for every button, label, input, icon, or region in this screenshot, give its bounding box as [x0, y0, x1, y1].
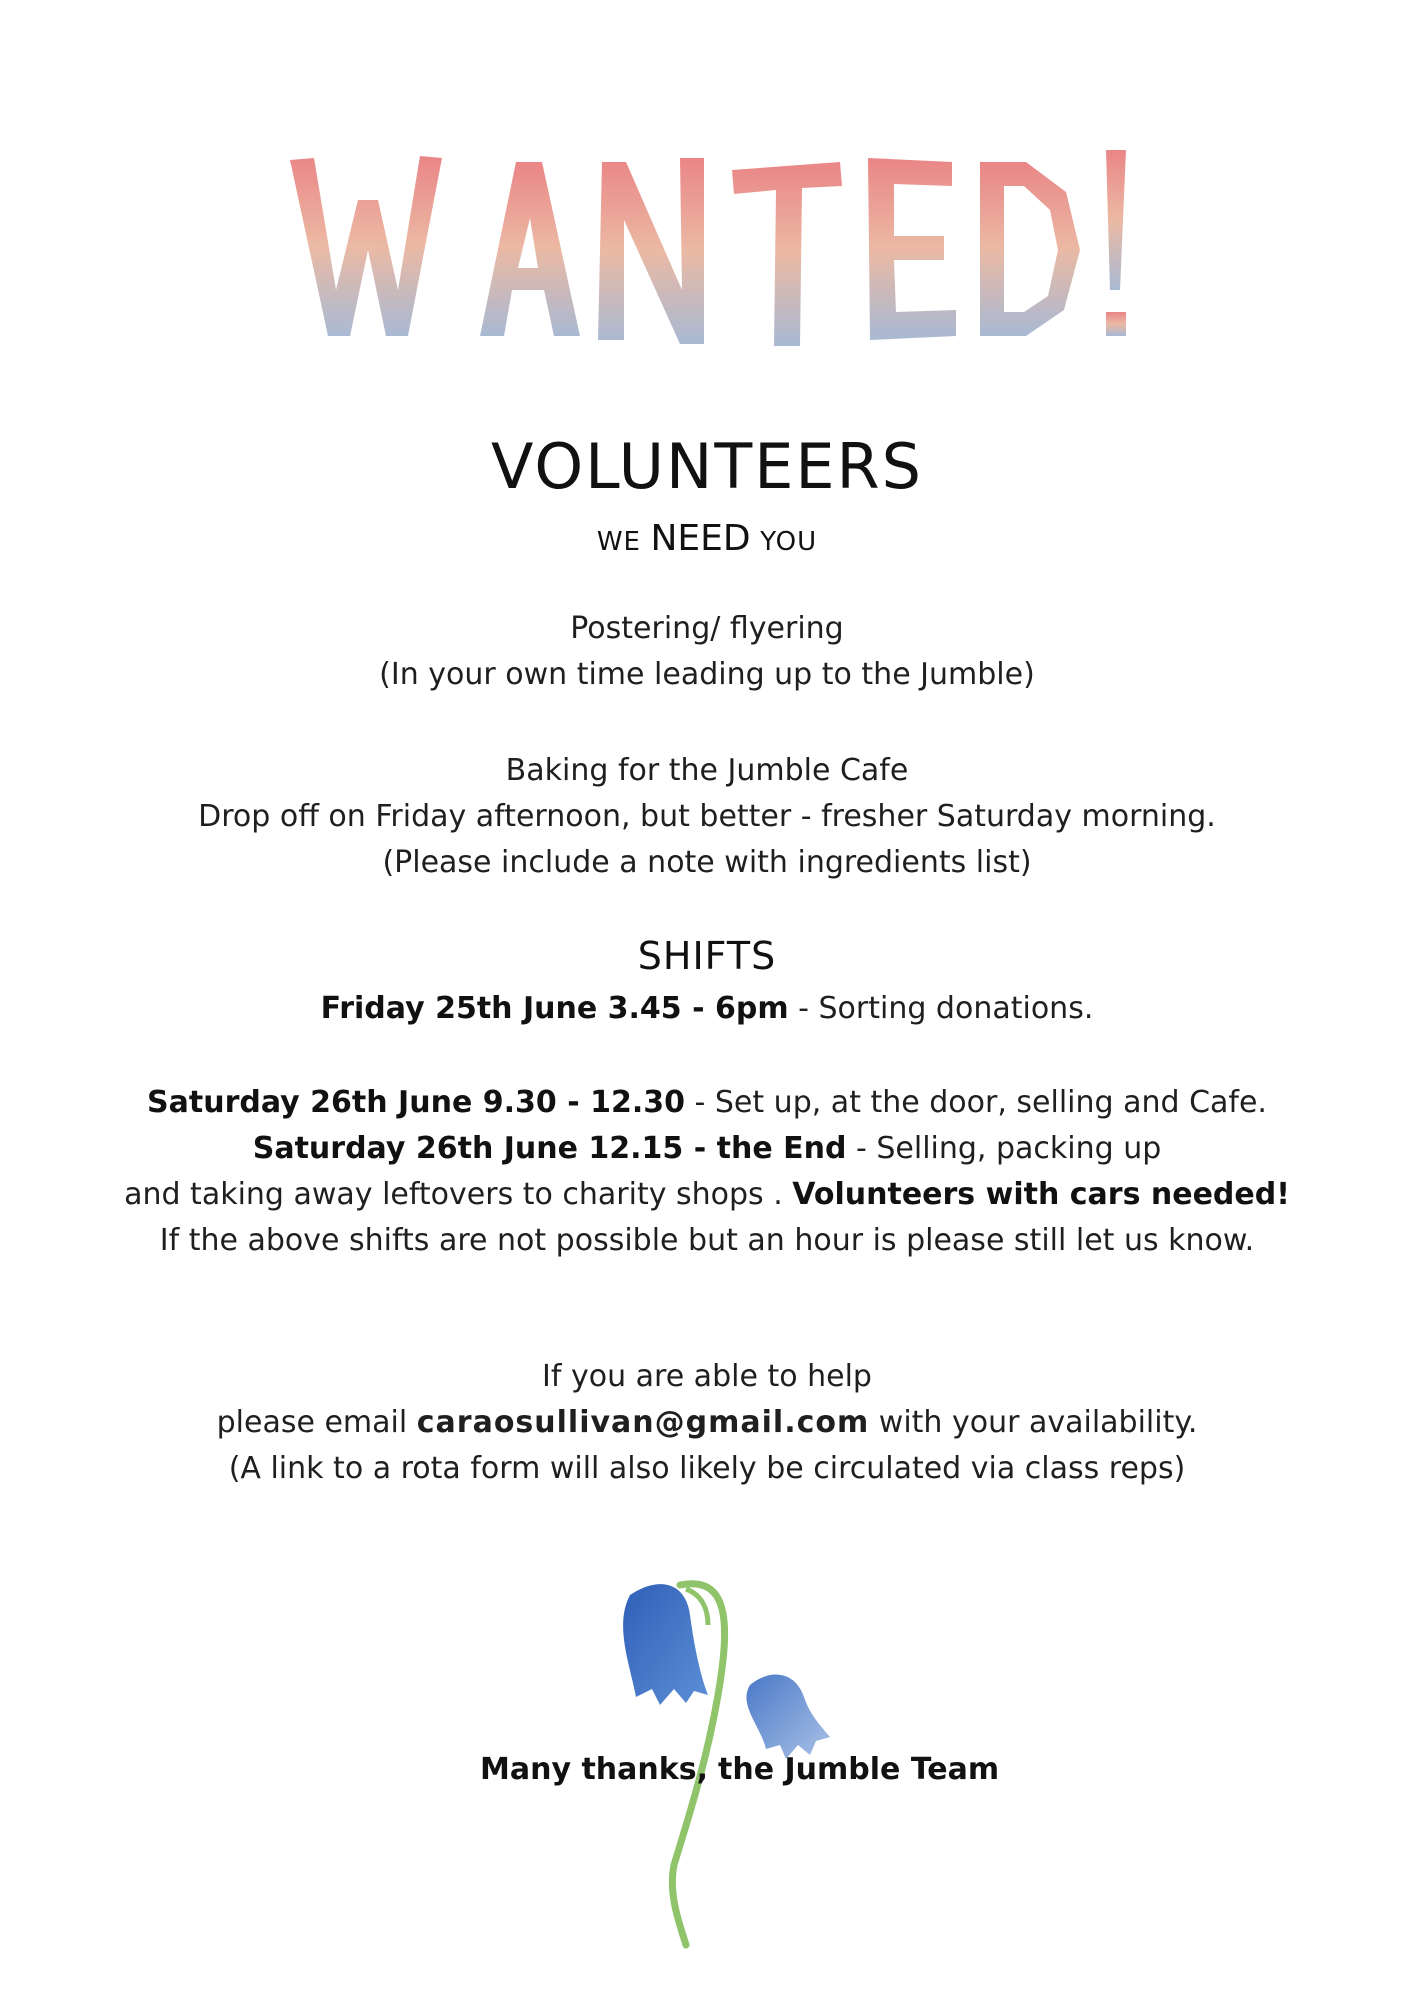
- baking-note: (Please include a note with ingredients list): [382, 845, 1032, 880]
- baking-dropoff: Drop off on Friday afternoon, but better - fresher Saturday morning.: [198, 799, 1216, 834]
- email-prefix: please email: [216, 1405, 417, 1440]
- team-text: the Jumble Team: [718, 1752, 1000, 1787]
- wanted-header-art: [280, 140, 1140, 360]
- shift-sat-afternoon: [0, 1126, 1414, 1172]
- shift-sat-morning-task: - Set up, at the door, selling and Cafe.: [684, 1085, 1267, 1120]
- leftovers-line: [0, 1172, 1414, 1218]
- postering-title: Postering/ flyering: [570, 611, 844, 646]
- cars-needed: Volunteers with cars needed!: [792, 1177, 1290, 1212]
- shift-sat-morning-time: Saturday 26th June 9.30 - 12.30: [147, 1085, 685, 1120]
- shift-sat-morning: [0, 1080, 1414, 1126]
- baking-title: Baking for the Jumble Cafe: [505, 753, 909, 788]
- hour-note: If the above shifts are not possible but an hour is please still let us know.: [159, 1223, 1255, 1258]
- email-line: [0, 1400, 1414, 1446]
- subtitle-you: YOU: [760, 527, 818, 557]
- email-link[interactable]: caraosullivan@gmail.com: [416, 1405, 870, 1440]
- subtitle-need: NEED: [650, 518, 751, 559]
- shift-friday: [0, 986, 1414, 1032]
- leftovers-text: and taking away leftovers to charity shops .: [124, 1177, 793, 1212]
- page-title: VOLUNTEERS: [491, 430, 923, 503]
- shift-friday-time: Friday 25th June 3.45 - 6pm: [320, 991, 789, 1026]
- shifts-heading: SHIFTS: [637, 934, 777, 978]
- shift-sat-afternoon-task: - Selling, packing up: [846, 1131, 1162, 1166]
- subtitle: [0, 518, 1414, 559]
- able-line: If you are able to help: [542, 1359, 872, 1394]
- rota-note: (A link to a rota form will also likely be circulated via class reps): [228, 1451, 1186, 1486]
- postering-note: (In your own time leading up to the Jumble): [379, 657, 1035, 692]
- subtitle-we: WE: [596, 527, 641, 557]
- thanks-text: Many thanks,: [480, 1752, 708, 1787]
- shift-friday-task: - Sorting donations.: [788, 991, 1094, 1026]
- email-suffix: with your availability.: [869, 1405, 1198, 1440]
- wanted-lettering-icon: [280, 140, 1140, 360]
- shift-sat-afternoon-time: Saturday 26th June 12.15 - the End: [252, 1131, 847, 1166]
